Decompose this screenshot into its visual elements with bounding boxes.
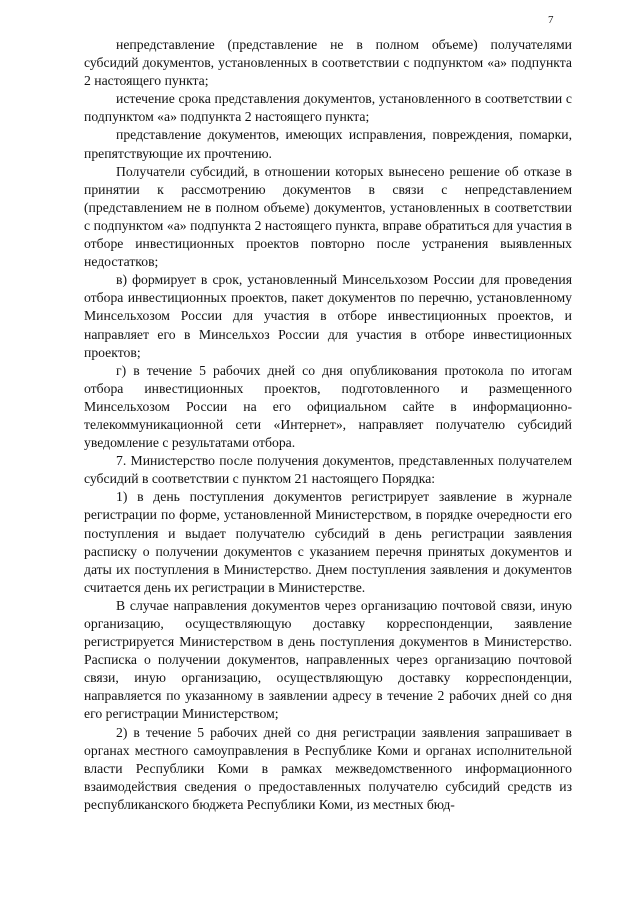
paragraph-subitem-2: 2) в течение 5 рабочих дней со дня регистрации заявления запрашивает в органах местного самоуправления в Республике Коми и органах исполнительной власти Республики Коми в рамках межведомственного информационного взаимодействия сведения о предоставленных получателю субсидий средств из республиканского бюджета Республики Коми, из местных бюд-: [84, 724, 572, 812]
paragraph-subitem-1: 1) в день поступления документов регистрирует заявление в журнале регистрации по форме, установленной Министерством, в порядке очередности его поступления и выдает получателю субсидий в день регистрации заявления расписку о получении документов с указанием перечня принятых документов и даты их поступления в Министерство. Днем поступления заявления и документов считается день их регистрации в Министерстве.: [84, 489, 572, 595]
paragraph-resubmission-right: Получатели субсидий, в отношении которых вынесено решение об отказе в принятии к рассмотрению документов в связи с непредставлением (представлением не в полном объеме) документов, установленных в соответствии с подпунктом «а» подпункта 2 настоящего пункта, вправе обратиться для участия в отборе инвестиционных проектов повторно после устранения выявленных недостатков;: [84, 163, 572, 270]
paragraph-nonsubmission: непредставление (представление не в полном объеме) получателями субсидий документов, установленных в соответствии с подпунктом «а» подпункта 2 настоящего пункта;: [84, 37, 572, 89]
paragraph-deadline-expiry: истечение срока представления документов, установленного в соответствии с подпунктом «а» подпункта 2 настоящего пункта;: [84, 91, 572, 125]
paragraph-clause-7: 7. Министерство после получения документов, представленных получателем субсидий в соответствии с пунктом 21 настоящего Порядка:: [84, 453, 572, 487]
paragraph-item-v: в) формирует в срок, установленный Минсельхозом России для проведения отбора инвестиционных проектов, пакет документов по перечню, установленному Минсельхозом России для участия в отборе инвестиционных проектов, и направляет его в Минсельхоз России для участия в отборе инвестиционных проектов;: [84, 272, 572, 360]
paragraph-item-g: г) в течение 5 рабочих дней со дня опубликования протокола по итогам отбора инвестиционных проектов, подготовленного и размещенного Минсельхозом России на его официальном сайте в информационно-телекоммуникационной сети «Интернет», направляет получателю субсидий уведомление с результатами отбора.: [84, 362, 572, 451]
paragraph-damaged-documents: представление документов, имеющих исправления, повреждения, помарки, препятствующие их прочтению.: [84, 127, 572, 161]
page-number: 7: [548, 14, 554, 26]
paragraph-postal-delivery: В случае направления документов через организацию почтовой связи, иную организацию, осуществляющую доставку корреспонденции, заявление регистрируется Министерством в день поступления документов в Министерство. Расписка о получении документов, направленных через организацию почтовой связи, иную организацию, осуществляющую доставку корреспонденции, направляется по указанному в заявлении адресу в течение 2 рабочих дней со дня его регистрации Министерством;: [84, 597, 572, 722]
body-text: [84, 36, 572, 814]
